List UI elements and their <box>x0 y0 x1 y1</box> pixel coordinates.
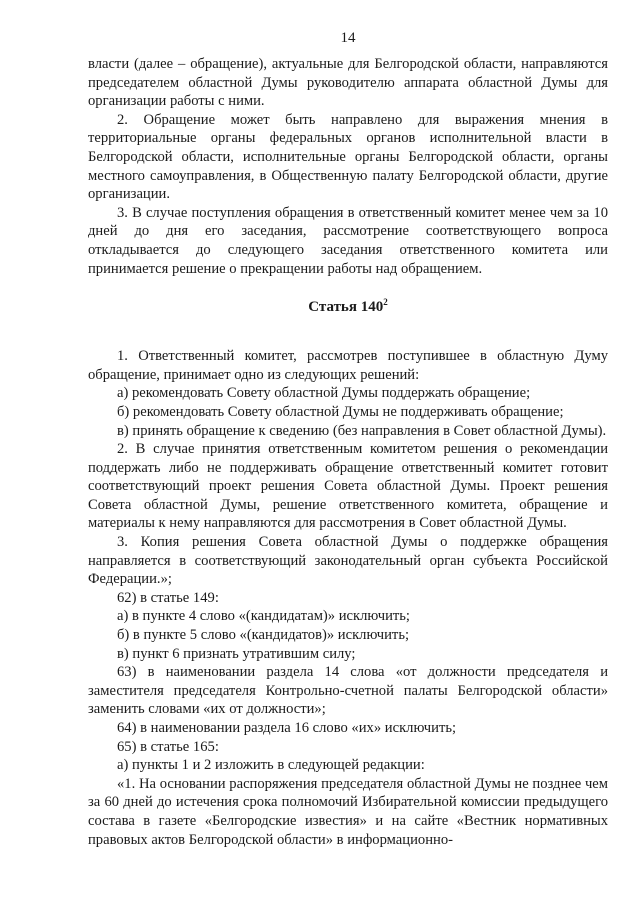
list-item-a: а) рекомендовать Совету областной Думы поддержать обращение; <box>117 385 531 402</box>
paragraph-3: 3. В случае поступления обращения в ответственный комитет менее чем за 10 дней до дня его заседания, рассмотрение соответствующего вопроса откладывается до следующего заседания ответственного комитета или принимается решение о прекращении работы над обращением. <box>88 204 608 277</box>
article-paragraph-3: 3. Копия решения Совета областной Думы о поддержке обращения направляется в соответствующий законодательный орган субъекта Российской Федерации.»; <box>88 534 608 588</box>
paragraph-2: 2. Обращение может быть направлено для выражения мнения в территориальные органы федеральных органов исполнительной власти в Белгородской области, исполнительные органы Белгородской области, органы местного самоуправления, в Общественную палату Белгородской области, другие организации. <box>88 111 608 203</box>
article-paragraph-1: 1. Ответственный комитет, рассмотрев поступившее в областную Думу обращение, принимает одно из следующих решений: <box>88 348 608 383</box>
amendment-65: 65) в статье 165: <box>117 738 219 755</box>
amendment-65-a: а) пункты 1 и 2 изложить в следующей редакции: <box>117 757 425 774</box>
article-paragraph-2: 2. В случае принятия ответственным комитетом решения о рекомендации поддержать либо не поддерживать обращение ответственный комитет готовит соответствующий проект решения Совета областной Думы. Проект решения Совета областной Думы, решение ответственного комитета, обращение и материалы к нему направляются для рассмотрения в Совет областной Думы. <box>88 441 608 532</box>
document-page <box>88 30 608 849</box>
amendment-62: 62) в статье 149: <box>117 589 219 606</box>
list-item-v: в) принять обращение к сведению (без направления в Совет областной Думы). <box>117 422 607 439</box>
amendment-62-a: а) в пункте 4 слово «(кандидатам)» исключить; <box>117 608 410 625</box>
amendment-62-b: б) в пункте 5 слово «(кандидатов)» исключить; <box>117 627 410 644</box>
amendment-63: 63) в наименовании раздела 14 слова «от должности председателя и заместителя председателя Контрольно-счетной палаты Белгородской области» заменить словами «их от должности»; <box>88 664 608 718</box>
new-wording-paragraph-1: «1. На основании распоряжения председателя областной Думы не позднее чем за 60 дней до истечения срока полномочий Избирательной комиссии предыдущего состава в газете «Белгородские известия» и на сайте «Вестник нормативных правовых актов Белгородской области» в информационно- <box>88 775 608 848</box>
article-superscript: 2 <box>383 297 388 308</box>
article-heading <box>88 299 608 316</box>
amendment-62-v: в) пункт 6 признать утратившим силу; <box>117 645 356 662</box>
paragraph-continuation: власти (далее – обращение), актуальные для Белгородской области, направляются председателем областной Думы руководителю аппарата областной Думы для организации работы с ними. <box>88 56 608 110</box>
amendment-64: 64) в наименовании раздела 16 слово «их» исключить; <box>117 720 457 736</box>
article-title: Статья 140 <box>308 299 384 316</box>
list-item-b: б) рекомендовать Совету областной Думы не поддерживать обращение; <box>117 403 564 420</box>
page-number: 14 <box>340 30 356 46</box>
